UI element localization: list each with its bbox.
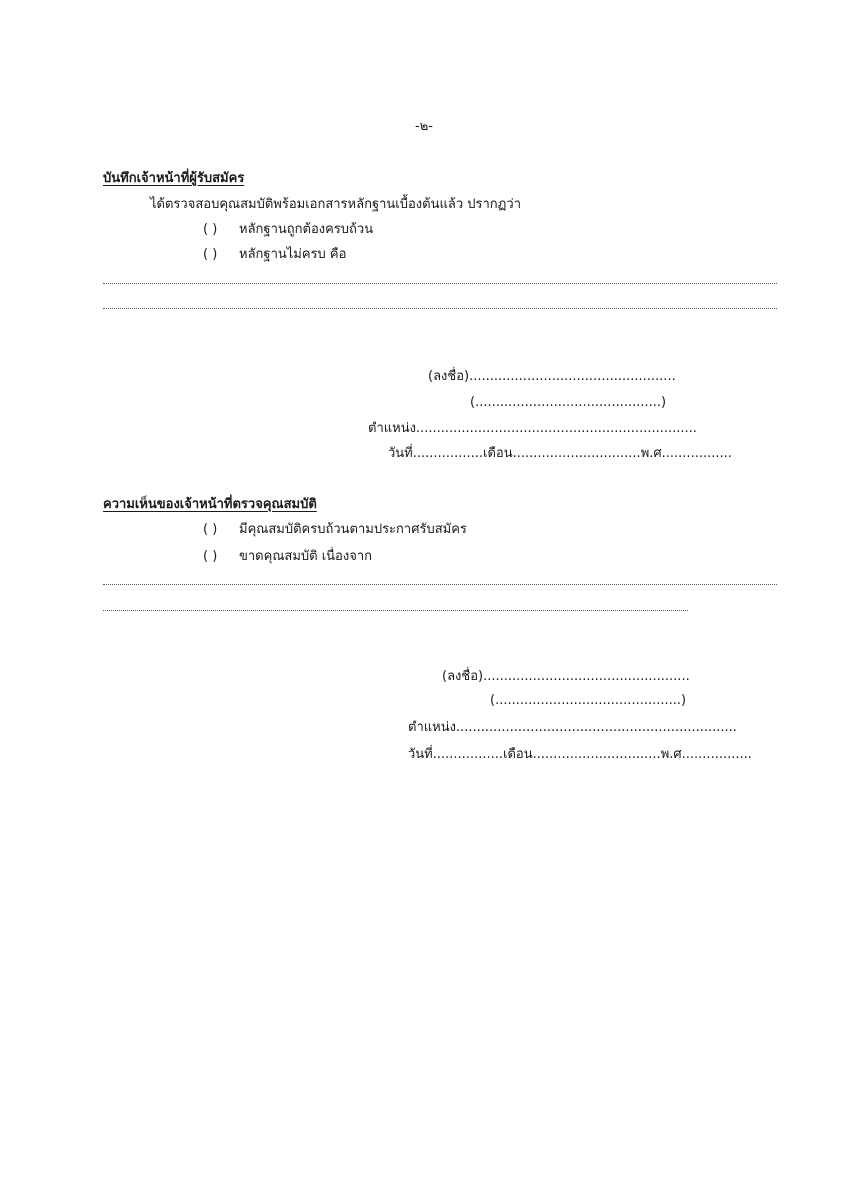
section2-fill-line-2[interactable] (103, 610, 688, 611)
section2-option-qualified[interactable] (203, 521, 467, 539)
option-unqualified-label: ขาดคุณสมบัติ เนื่องจาก (239, 549, 372, 564)
section1-option-incomplete[interactable] (203, 246, 346, 264)
section2-sign-line[interactable]: (ลงชื่อ).................................................. (442, 669, 690, 684)
section2-heading: ความเห็นของเจ้าหน้าที่ตรวจคุณสมบัติ (103, 497, 317, 512)
page-number: -๒- (415, 119, 433, 134)
section1-sign-line[interactable]: (ลงชื่อ).................................................. (428, 369, 676, 384)
section1-name-line[interactable]: (.............................................) (470, 395, 667, 410)
section1-option-complete[interactable] (203, 221, 373, 239)
section2-position-line[interactable]: ตำแหน่ง.................................................................... (408, 720, 737, 735)
section1-fill-line-1[interactable] (103, 283, 777, 284)
section2-fill-line-1[interactable] (103, 584, 777, 585)
section1-heading: บันทึกเจ้าหน้าที่ผู้รับสมัคร (103, 171, 245, 186)
section1-date-line[interactable]: วันที่.................เดือน...............................พ.ศ................. (388, 446, 732, 461)
checkbox-incomplete[interactable]: ( ) (203, 247, 218, 262)
section1-fill-line-2[interactable] (103, 308, 777, 309)
option-qualified-label: มีคุณสมบัติครบถ้วนตามประกาศรับสมัคร (239, 522, 467, 537)
option-incomplete-label: หลักฐานไม่ครบ คือ (239, 247, 347, 262)
section1-intro: ได้ตรวจสอบคุณสมบัติพร้อมเอกสารหลักฐานเบื้องต้นแล้ว ปรากฏว่า (150, 197, 521, 212)
section1-position-line[interactable]: ตำแหน่ง.................................................................... (368, 421, 697, 436)
checkbox-complete[interactable]: ( ) (203, 222, 218, 237)
section2-name-line[interactable]: (.............................................) (490, 693, 687, 708)
section2-date-line[interactable]: วันที่.................เดือน...............................พ.ศ................. (408, 747, 752, 762)
option-complete-label: หลักฐานถูกต้องครบถ้วน (239, 222, 374, 237)
section2-option-unqualified[interactable] (203, 548, 372, 566)
checkbox-qualified[interactable]: ( ) (203, 522, 218, 537)
checkbox-unqualified[interactable]: ( ) (203, 549, 218, 564)
